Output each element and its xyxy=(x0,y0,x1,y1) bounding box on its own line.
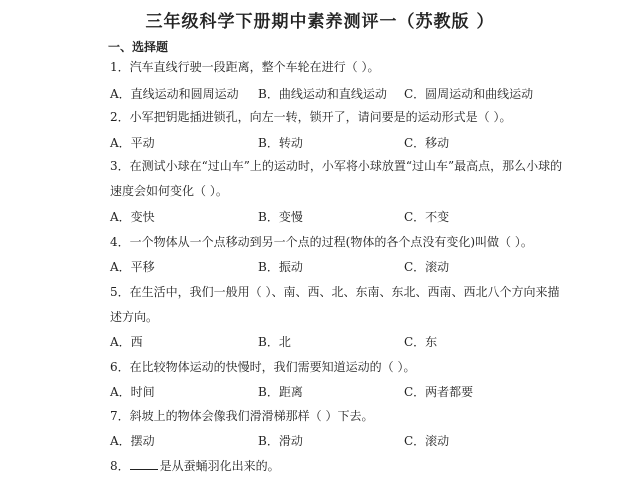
q5-option-b[interactable]: B．北 xyxy=(258,335,291,349)
q6-option-a[interactable]: A．时间 xyxy=(110,385,155,399)
q1-option-b[interactable]: B．曲线运动和直线运动 xyxy=(258,87,387,101)
q2-option-a[interactable]: A．平动 xyxy=(110,136,155,150)
question-7: 7．斜坡上的物体会像我们滑滑梯那样（ ）下去。 xyxy=(110,409,374,423)
q4-option-b[interactable]: B．振动 xyxy=(258,260,303,274)
question-4: 4．一个物体从一个点移动到另一个点的过程(物体的各个点没有变化)叫做（ ）。 xyxy=(110,235,533,249)
q1-option-a[interactable]: A．直线运动和圆周运动 xyxy=(110,87,239,101)
q8-answer-blank[interactable] xyxy=(130,457,158,470)
question-5: 5．在生活中，我们一般用（ ）、南、西、北、东南、东北、西南、西北八个方向来描 xyxy=(110,285,560,299)
question-6: 6．在比较物体运动的快慢时，我们需要知道运动的（ ）。 xyxy=(110,360,416,374)
question-2: 2．小军把钥匙插进锁孔，向左一转，锁开了，请问要是的运动形式是（ ）。 xyxy=(110,110,512,124)
question-1: 1．汽车直线行驶一段距离，整个车轮在进行（ ）。 xyxy=(110,60,380,74)
q4-option-c[interactable]: C．滚动 xyxy=(404,260,450,274)
q3-option-b[interactable]: B．变慢 xyxy=(258,210,303,224)
q2-option-b[interactable]: B．转动 xyxy=(258,136,303,150)
question-3: 3．在测试小球在“过山车”上的运动时，小军将小球放置“过山车”最高点，那么小球的 xyxy=(110,159,563,173)
q7-option-b[interactable]: B．滑动 xyxy=(258,434,303,448)
q7-option-c[interactable]: C．滚动 xyxy=(404,434,450,448)
q5-option-a[interactable]: A．西 xyxy=(110,335,143,349)
q3-option-a[interactable]: A．变快 xyxy=(110,210,155,224)
q6-option-b[interactable]: B．距离 xyxy=(258,385,303,399)
q5-option-c[interactable]: C．东 xyxy=(404,335,438,349)
q4-option-a[interactable]: A．平移 xyxy=(110,260,155,274)
q8-text: 是从蚕蛹羽化出来的。 xyxy=(159,459,280,473)
q8-number: 8． xyxy=(110,459,130,473)
q3-option-c[interactable]: C．不变 xyxy=(404,210,450,224)
question-8 xyxy=(110,457,280,474)
q2-option-c[interactable]: C．移动 xyxy=(404,136,450,150)
q7-option-a[interactable]: A．摆动 xyxy=(110,434,155,448)
question-5-continued: 述方向。 xyxy=(110,310,159,324)
q1-option-c[interactable]: C．圆周运动和曲线运动 xyxy=(404,87,534,101)
section-heading: 一、选择题 xyxy=(108,40,169,54)
page-title: 三年级科学下册期中素养测评一（苏教版 ） xyxy=(145,12,495,32)
q6-option-c[interactable]: C．两者都要 xyxy=(404,385,474,399)
question-3-continued: 速度会如何变化（ ）。 xyxy=(110,184,228,198)
